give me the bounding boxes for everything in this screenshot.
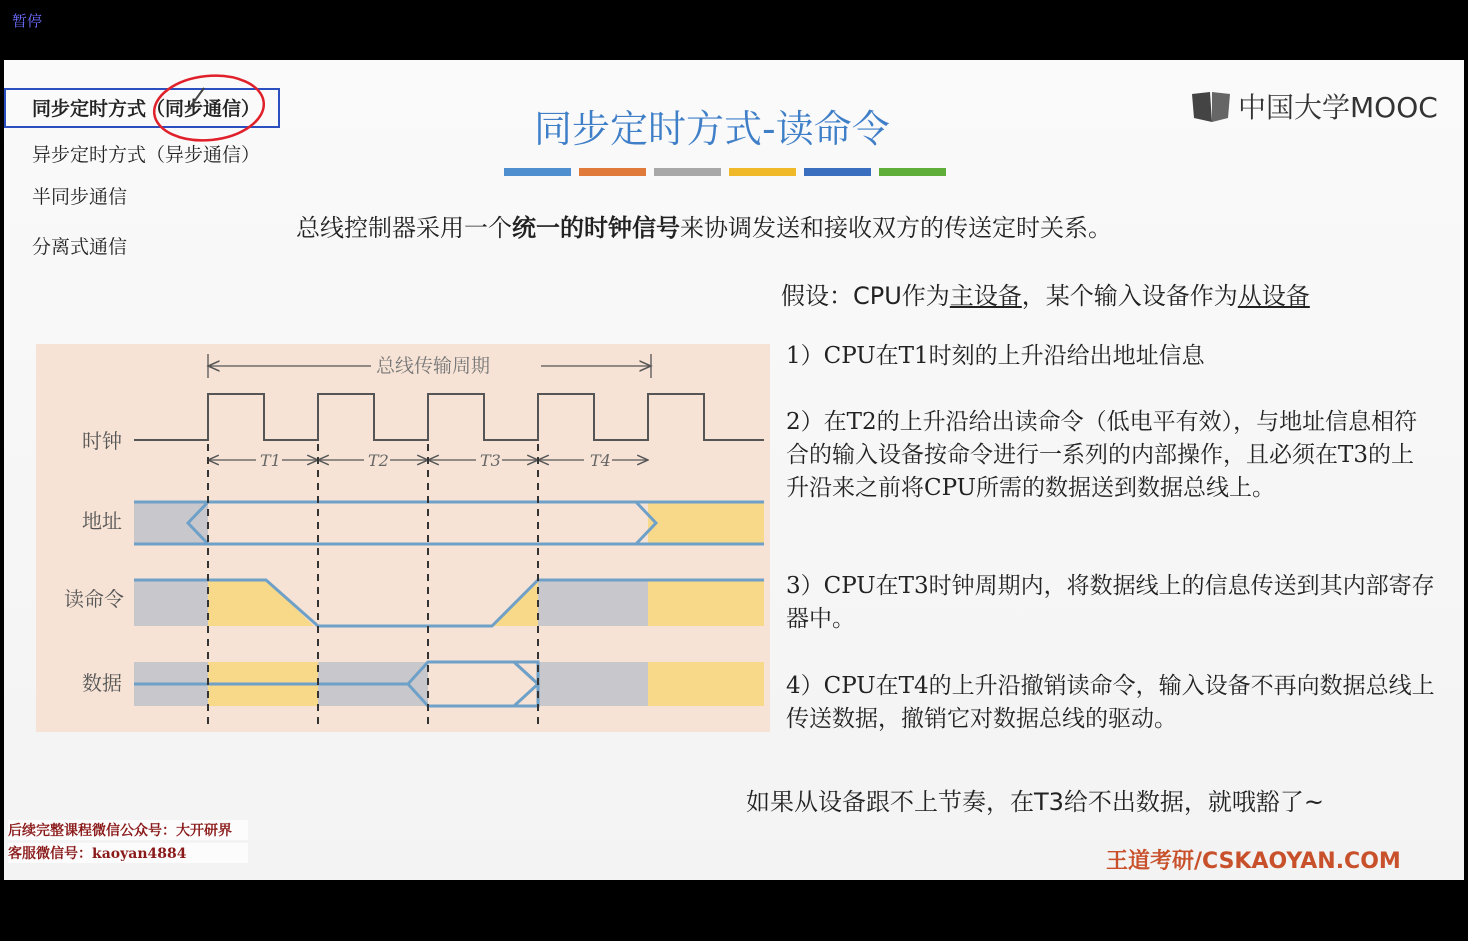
strip-bar-4 [729, 168, 796, 176]
step-2: 2）在T2的上升沿给出读命令（低电平有效），与地址信息相符合的输入设备按命令进行一系列的内部操作，且必须在T3的上升沿来之前将CPU所需的数据送到数据总线上。 [786, 409, 1418, 501]
nav-item-split[interactable]: 分离式通信 [32, 236, 128, 258]
signal-label-clock: 时钟 [82, 429, 122, 453]
assume-slave: 从设备 [1237, 282, 1310, 310]
intro-bold: 统一的时钟信号 [512, 214, 680, 242]
pause-button[interactable]: 暂停 [12, 12, 43, 30]
strip-bar-6 [879, 168, 946, 176]
step-3: 3）CPU在T3时钟周期内，将数据线上的信息传送到其内部寄存器中。 [786, 573, 1435, 632]
address-bus-signal [134, 502, 764, 544]
step-4: 4）CPU在T4的上升沿撤销读命令，输入设备不再向数据总线上传送数据，撤销它对数据总线的驱动。 [786, 673, 1435, 732]
slide-title: 同步定时方式-读命令 [534, 107, 890, 151]
conclusion-text: 如果从设备跟不上节奏，在T3给不出数据，就哦豁了~ [746, 788, 1325, 816]
assumption-text [781, 276, 1310, 311]
watermark-line-2: 客服微信号：kaoyan4884 [8, 843, 248, 863]
assume-mid: ，某个输入设备作为 [1021, 282, 1238, 310]
nav-item-semi-sync[interactable]: 半同步通信 [32, 186, 128, 208]
step-1: 1）CPU在T1时刻的上升沿给出地址信息 [786, 343, 1205, 369]
strip-bar-3 [654, 168, 721, 176]
player-top-bar [0, 0, 1468, 58]
strip-bar-5 [804, 168, 871, 176]
mooc-logo [1190, 86, 1438, 126]
signal-label-data: 数据 [82, 671, 122, 695]
period-label: 总线传输周期 [376, 355, 491, 377]
strip-bar-2 [579, 168, 646, 176]
slide [4, 60, 1464, 880]
signal-label-address: 地址 [82, 509, 122, 533]
watermark-line-1: 后续完整课程微信公众号：大开研界 [8, 820, 248, 840]
brand-footer: 王道考研/CSKAOYAN.COM [1106, 849, 1401, 874]
logo-text: 中国大学MOOC [1238, 91, 1438, 124]
signal-label-read: 读命令 [64, 587, 124, 611]
period-label-t3: T3 [480, 451, 501, 470]
pen-circle-annotation [144, 70, 279, 152]
intro-pre: 总线控制器采用一个 [296, 214, 512, 242]
timing-diagram [36, 344, 770, 732]
period-label-t1: T1 [260, 451, 281, 470]
nav-item-sync-timing[interactable]: 同步定时方式（同步通信） [32, 98, 261, 120]
period-label-t4: T4 [590, 451, 611, 470]
assume-master: 主设备 [949, 282, 1022, 310]
intro-post: 来协调发送和接收双方的传送定时关系。 [680, 214, 1112, 242]
player-bottom-bar [0, 880, 1468, 941]
strip-bar-1 [504, 168, 571, 176]
book-icon [1190, 88, 1234, 124]
assume-pre: 假设：CPU作为 [781, 282, 950, 310]
title-color-strip [504, 168, 946, 176]
nav-item-async-timing[interactable]: 异步定时方式（异步通信） [32, 144, 261, 166]
intro-text [296, 208, 1112, 243]
period-label-t2: T2 [368, 451, 389, 470]
pen-cursor-icon [188, 88, 204, 110]
